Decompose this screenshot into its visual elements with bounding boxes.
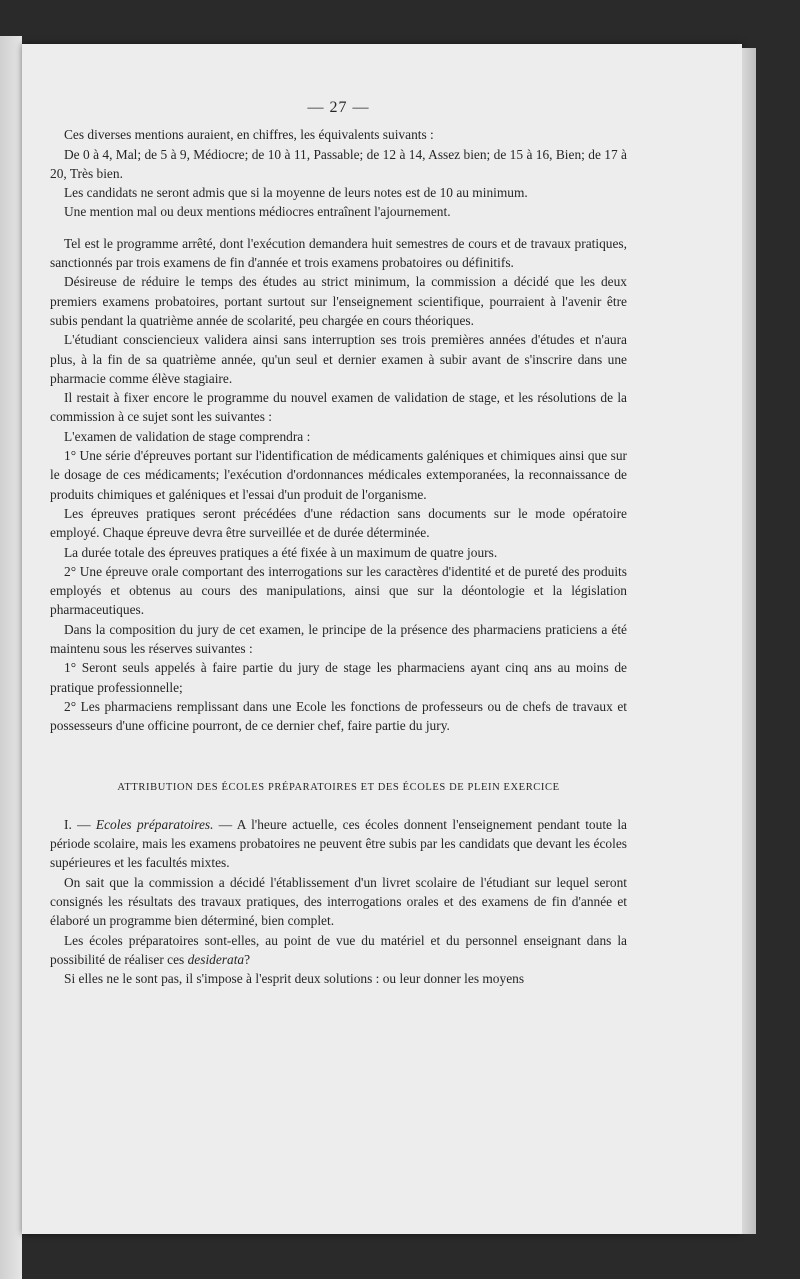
section-heading: ATTRIBUTION DES ÉCOLES PRÉPARATOIRES ET DES ÉCOLES DE PLEIN EXERCICE — [117, 781, 560, 793]
paragraph: Si elles ne le sont pas, il s'impose à l'esprit deux solutions : ou leur donner les moyens — [64, 971, 525, 987]
paragraph: L'étudiant consciencieux validera ainsi sans interruption ses trois premières années d'études et n'aura plus, à la fin de sa quatrième année, qu'un seul et dernier examen à subir avant de s'inscrire dans une pharmacie comme élève stagiaire. — [50, 332, 627, 386]
paragraph: Dans la composition du jury de cet examen, le principe de la présence des pharmaciens praticiens a été maintenu sous les réserves suivantes : — [50, 621, 627, 657]
paragraph-end: ? — [244, 951, 251, 967]
previous-page-edge — [0, 36, 22, 1279]
paragraph: 1° Seront seuls appelés à faire partie du jury de stage les pharmaciens ayant cinq ans au moins de pratique professionnelle; — [50, 660, 627, 695]
paragraph: 1° Une série d'épreuves portant sur l'identification de médicaments galéniques et chimiques ainsi que sur le dosage de ces médicaments; l'exécution d'ordonnances médicales extemporanées, la reconnaissance de produits chimiques et galéniques et l'essai d'un produit de l'organisme. — [50, 448, 627, 502]
grading-block — [50, 125, 627, 221]
paragraph: Les épreuves pratiques seront précédées d'une rédaction sans documents sur le mode opératoire employé. Chaque épreuve devra être surveillée et de durée déterminée. — [50, 505, 627, 541]
italic-term: desiderata — [187, 951, 245, 967]
page-stack-edge — [742, 48, 756, 1234]
page-number: — 27 — — [307, 99, 370, 116]
page-content — [50, 98, 627, 1000]
paragraph: Il restait à fixer encore le programme du nouvel examen de validation de stage, et les résolutions de la commission à ce sujet sont les suivantes : — [50, 390, 627, 425]
paragraph: De 0 à 4, Mal; de 5 à 9, Médiocre; de 10 à 11, Passable; de 12 à 14, Assez bien; de 15 à 16, Bien; de 17 à 20, Très bien. — [50, 146, 627, 181]
paragraph: 2° Une épreuve orale comportant des interrogations sur les caractères d'identité et de pureté des produits employés et obtenus au cours des manipulations, ainsi que sur la déontologie et la législation pharmaceutiques. — [50, 563, 627, 618]
italic-term: Ecoles préparatoires. — [95, 816, 214, 832]
paragraph: Les candidats ne seront admis que si la moyenne de leurs notes est de 10 au minimum. — [64, 185, 528, 201]
paragraph-prefix: I. — — [64, 816, 96, 832]
paragraph-text: Les écoles préparatoires sont-elles, au point de vue du matériel et du personnel enseignant dans la possibilité de réaliser ces — [50, 932, 627, 967]
paragraph — [50, 931, 627, 970]
paragraph: L'examen de validation de stage comprendra : — [64, 428, 311, 444]
paragraph: La durée totale des épreuves pratiques a été fixée à un maximum de quatre jours. — [64, 544, 498, 560]
program-block — [50, 234, 627, 736]
paragraph: Ces diverses mentions auraient, en chiffres, les équivalents suivants : — [64, 127, 434, 143]
paragraph-text: — A l'heure actuelle, ces écoles donnent l'enseignement pendant toute la période scolaire, mais les examens probatoires ne peuvent être subis par les candidats que devant les écoles supérieures et les facultés mixtes. — [50, 816, 627, 871]
paragraph: Désireuse de réduire le temps des études au strict minimum, la commission a décidé que les deux premiers examens probatoires, portant surtout sur l'enseignement scientifique, pourraient à l'avenir être subis pendant la quatrième année de scolarité, peu chargée en cours théoriques. — [50, 274, 627, 328]
section-body — [50, 815, 627, 989]
paragraph: Tel est le programme arrêté, dont l'exécution demandera huit semestres de cours et de travaux pratiques, sanctionnés par trois examens de fin d'année et trois examens probatoires ou définitifs. — [50, 235, 627, 271]
paragraph: On sait que la commission a décidé l'établissement d'un livret scolaire de l'étudiant sur lequel seront consignés les résultats des travaux pratiques, des interrogations orales et des examens de fin d'année et élaboré un programme bien déterminé, bien complet. — [50, 874, 627, 929]
paragraph: 2° Les pharmaciens remplissant dans une Ecole les fonctions de professeurs ou de chefs de travaux et possesseurs d'une officine pourront, de ce dernier chef, faire partie du jury. — [50, 698, 627, 734]
paragraph — [50, 815, 627, 873]
paragraph: Une mention mal ou deux mentions médiocres entraînent l'ajournement. — [64, 204, 451, 220]
